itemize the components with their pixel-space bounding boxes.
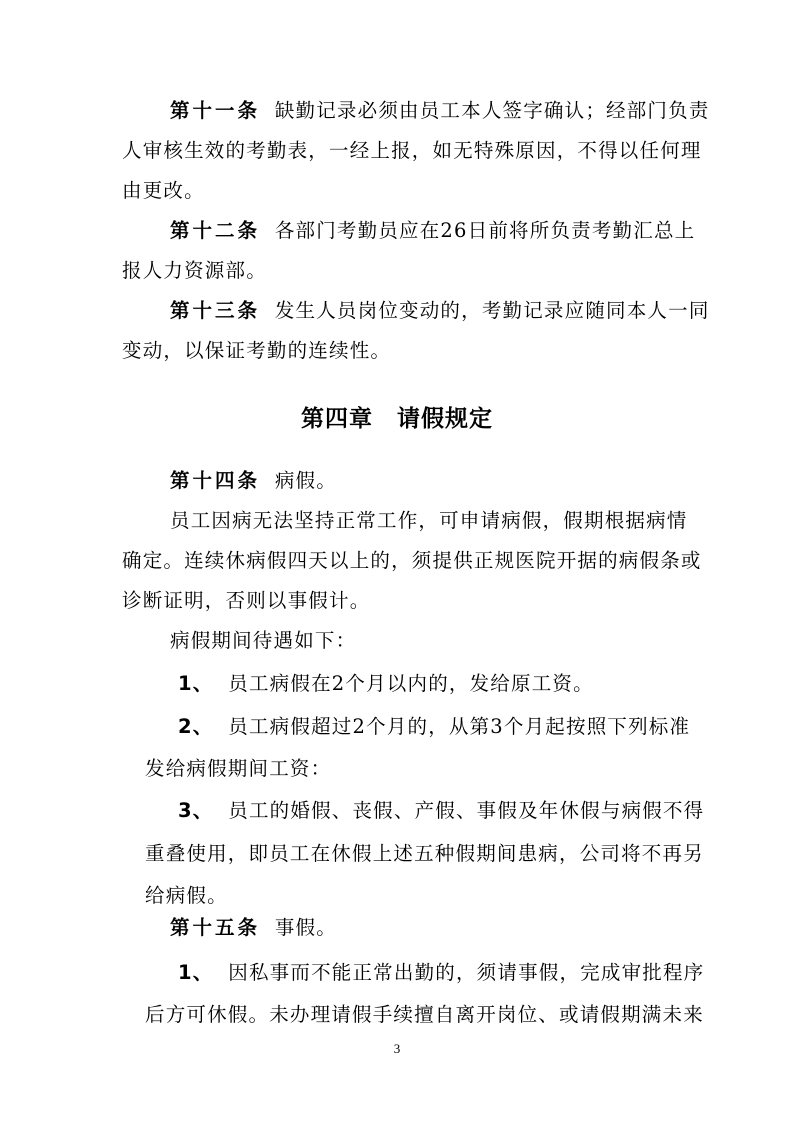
article-14-item-2-number: 2、	[178, 715, 214, 738]
article-15-item-1-line-1	[178, 957, 704, 985]
article-15-heading-line	[170, 912, 337, 940]
article-13-line-2: 变动，以保证考勤的连续性。	[122, 339, 392, 362]
article-14-item-2-text-1: 员工病假超过2个月的，从第3个月起按照下列标准	[228, 715, 691, 738]
article-14-item-2-line-1	[178, 711, 690, 739]
article-14-item-1-text: 员工病假在2个月以内的，发给原工资。	[228, 672, 594, 695]
chapter-4-title: 第四章 请假规定	[301, 406, 493, 432]
article-12-line-1	[170, 215, 695, 243]
article-12-heading: 第十二条	[170, 219, 261, 242]
article-14-p1-line-1: 员工因病无法坚持正常工作，可申请病假，假期根据病情	[170, 509, 688, 532]
article-14-p1-line-3: 诊断证明，否则以事假计。	[122, 589, 371, 612]
article-11-line-2: 人审核生效的考勤表，一经上报，如无特殊原因，不得以任何理	[122, 139, 702, 162]
article-11-line-3: 由更改。	[122, 179, 205, 202]
article-13-line-1	[170, 295, 710, 323]
article-14-title: 病假。	[274, 469, 337, 492]
article-14-p1-line-2: 确定。连续休病假四天以上的，须提供正规医院开据的病假条或	[122, 549, 702, 572]
article-13-text-1: 发生人员岗位变动的，考勤记录应随同本人一同	[274, 299, 710, 322]
article-11-line-1	[170, 95, 710, 123]
article-11-text-1: 缺勤记录必须由员工本人签字确认；经部门负责	[274, 99, 710, 122]
article-11-heading: 第十一条	[170, 99, 261, 122]
page-number: 3	[393, 1041, 401, 1056]
article-15-title: 事假。	[274, 916, 337, 939]
article-15-heading: 第十五条	[170, 916, 261, 939]
article-14-item-3-line-2: 重叠使用，即员工在休假上述五种假期间患病，公司将不再另	[145, 842, 704, 865]
article-13-heading: 第十三条	[170, 299, 261, 322]
article-14-item-3-text-1: 员工的婚假、丧假、产假、事假及年休假与病假不得	[228, 799, 705, 822]
article-14-p2: 病假期间待遇如下：	[170, 629, 357, 652]
article-14-heading-line	[170, 465, 337, 493]
article-15-item-1-number: 1、	[178, 961, 214, 984]
article-14-heading: 第十四条	[170, 469, 261, 492]
article-12-line-2: 报人力资源部。	[122, 259, 267, 282]
article-14-item-1	[178, 668, 594, 696]
article-14-item-3-number: 3、	[178, 799, 214, 822]
article-14-item-3-line-1	[178, 795, 704, 823]
article-14-item-3-line-3: 给病假。	[145, 884, 228, 907]
article-14-item-1-number: 1、	[178, 672, 214, 695]
article-14-item-2-line-2: 发给病假期间工资：	[145, 757, 332, 780]
article-15-item-1-line-2: 后方可休假。未办理请假手续擅自离开岗位、或请假期满未来	[145, 1003, 704, 1026]
article-15-item-1-text-1: 因私事而不能正常出勤的，须请事假，完成审批程序	[228, 961, 705, 984]
article-12-text-1: 各部门考勤员应在26日前将所负责考勤汇总上	[274, 219, 696, 242]
